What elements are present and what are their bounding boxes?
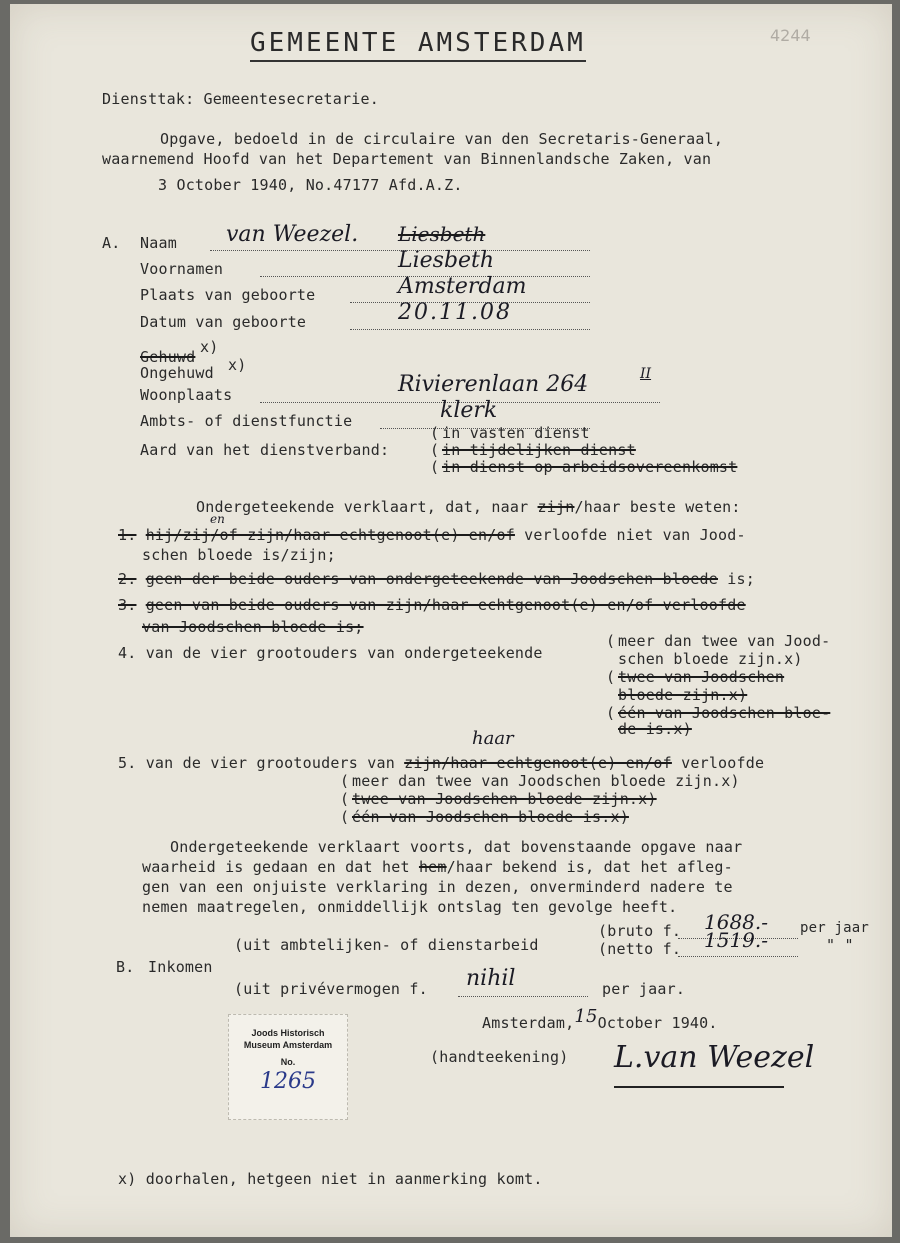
document-sheet: [10, 4, 892, 1237]
intro-line-3: 3 October 1940, No.47177 Afd.A.Z.: [158, 176, 463, 194]
document-title: GEMEENTE AMSTERDAM: [250, 28, 586, 62]
item-5-bracket-1: (: [340, 772, 350, 790]
voornamen-label: Voornamen: [140, 260, 224, 278]
inkomen-label: Inkomen: [148, 958, 213, 976]
prive-label: (uit privévermogen f.: [234, 980, 428, 998]
item-4-bracket-3: (: [606, 704, 616, 722]
dienstverband-option-1: in vasten dienst: [442, 424, 590, 442]
dienstverband-label: Aard van het dienstverband:: [140, 441, 390, 459]
item-1-insert: en: [210, 512, 225, 526]
bruto-value: 1688.-: [704, 910, 769, 934]
handwritten-signature: L.van Weezel: [614, 1040, 815, 1075]
woonplaats-value: Rivierenlaan 264: [398, 372, 589, 397]
netto-value: 1519.-: [704, 928, 769, 952]
item-5-option-2: twee van Joodschen bloede zijn.x): [352, 790, 657, 808]
closing-line-2: [142, 858, 733, 876]
dienstverband-bracket-2: (: [430, 441, 440, 459]
intro-line-2: waarnemend Hoofd van het Departement van Binnenlandsche Zaken, van: [102, 150, 712, 168]
geboorteplaats-value: Amsterdam: [398, 274, 527, 299]
geboorteplaats-label: Plaats van geboorte: [140, 286, 316, 304]
item-4-option-2b: bloede zijn.x): [618, 686, 748, 704]
naam-value: van Weezel.: [226, 222, 359, 247]
item-5-option-3: één van Joodschen bloede is.x): [352, 808, 629, 826]
geboortedatum-label: Datum van geboorte: [140, 313, 307, 331]
netto-dotted-line: [678, 956, 798, 957]
item-1-line-1-end: verloofde niet van Jood-: [514, 526, 746, 544]
item-5-option-1: meer dan twee van Joodschen bloede zijn.x): [352, 772, 740, 790]
museum-stamp: [228, 1014, 348, 1120]
dienstvak-line: Diensttak: Gemeentesecretarie.: [102, 90, 379, 108]
gehuwd-footnote-mark: x): [200, 338, 219, 356]
item-4-bracket-2: (: [606, 668, 616, 686]
closing-line-4: nemen maatregelen, onmiddellijk ontslag ten gevolge heeft.: [142, 898, 678, 916]
netto-unit: " ": [826, 936, 854, 954]
bruto-label: (bruto f.: [598, 922, 682, 940]
signature-label: (handteekening): [430, 1048, 569, 1066]
item-5-pre: van de vier grootouders van: [145, 754, 405, 772]
voornamen-value: Liesbeth: [398, 248, 495, 273]
section-b-marker: B.: [116, 958, 135, 976]
item-5-insert: haar: [472, 728, 514, 749]
item-2: [118, 570, 755, 588]
inkomen-dienst-label: (uit ambtelijken- of dienstarbeid: [234, 936, 539, 954]
item-4-text: van de vier grootouders van ondergeteekende: [145, 644, 543, 662]
stamp-number: 1265: [260, 1069, 316, 1094]
item-4-option-1b: schen bloede zijn.x): [618, 650, 803, 668]
woonplaats-label: Woonplaats: [140, 386, 233, 404]
dienstverband-option-3: in dienst op arbeidsovereenkomst: [442, 458, 738, 476]
date-day: 15: [574, 1006, 598, 1027]
item-2-number: 2.: [118, 570, 137, 588]
closing-line-2-pre: waarheid is gedaan en dat het: [142, 858, 419, 876]
item-4-bracket-1: (: [606, 632, 616, 650]
item-4-option-2a: twee van Joodschen: [618, 668, 785, 686]
item-5: [118, 754, 764, 772]
item-5-struck-a: zijn: [404, 754, 442, 772]
intro-line-1: Opgave, bedoeld in de circulaire van den Secretaris-Generaal,: [160, 130, 724, 148]
declaration-intro-struck: zijn: [537, 498, 575, 516]
item-3-line-2: van Joodschen bloede is;: [142, 618, 364, 636]
netto-label: (netto f.: [598, 940, 682, 958]
closing-line-2-struck: hem: [418, 858, 447, 876]
woonplaats-floor: II: [640, 366, 652, 382]
geboortedatum-dotted-line: [350, 329, 590, 330]
closing-line-1: Ondergeteekende verklaart voorts, dat bovenstaande opgave naar: [170, 838, 743, 856]
item-1-struck-subject: hij/zij: [145, 526, 211, 544]
item-1-struck-rest: /of zijn/haar echtgenoot(e) en/of: [210, 526, 515, 544]
item-5-bracket-3: (: [340, 808, 350, 826]
item-3-line-1: [118, 596, 746, 614]
item-5-struck-b: /haar echtgenoot(e) en/of: [441, 754, 672, 772]
prive-unit: per jaar.: [602, 980, 686, 998]
item-1-line-1: [118, 526, 746, 544]
naam-label: Naam: [140, 234, 177, 252]
section-a-marker: A.: [102, 234, 121, 252]
item-3-text: geen van beide ouders van zijn/haar echtgenoot(e) en/of verloofde: [145, 596, 746, 614]
declaration-intro-post: /haar beste weten:: [574, 498, 741, 516]
closing-line-2-post: /haar bekend is, dat het afleg-: [446, 858, 733, 876]
ongehuwd-label: Ongehuwd: [140, 364, 214, 382]
item-4-option-3a: één van Joodschen bloe-: [618, 704, 831, 722]
declaration-intro-pre: Ondergeteekende verklaart, dat, naar: [196, 498, 538, 516]
item-3-number: 3.: [118, 596, 137, 614]
place-label: Amsterdam,: [482, 1014, 575, 1032]
date-rest: October 1940.: [597, 1014, 718, 1032]
item-2-text: geen der beide ouders van ondergeteekende van Joodschen bloede: [145, 570, 719, 588]
functie-label: Ambts- of dienstfunctie: [140, 412, 353, 430]
bruto-unit: per jaar: [800, 920, 870, 936]
dienstverband-option-2: in tijdelijken dienst: [442, 441, 636, 459]
item-4: [118, 644, 543, 662]
item-4-option-3b: de is.x): [618, 720, 692, 738]
prive-dotted-line: [458, 996, 588, 997]
stamp-no-label: No.: [280, 1057, 296, 1067]
item-2-end: is;: [718, 570, 755, 588]
footnote: x) doorhalen, hetgeen niet in aanmerking komt.: [118, 1170, 543, 1188]
functie-value: klerk: [440, 398, 498, 423]
signature-underline: [614, 1086, 784, 1088]
declaration-intro: [196, 498, 741, 516]
item-4-number: 4.: [118, 644, 137, 662]
dienstverband-bracket-1: (: [430, 424, 440, 442]
stamp-line-2: Museum Amsterdam: [243, 1040, 333, 1050]
item-4-option-1a: meer dan twee van Jood-: [618, 632, 831, 650]
place-date: [482, 1006, 718, 1033]
item-5-bracket-2: (: [340, 790, 350, 808]
stamp-line-1: Joods Historisch: [251, 1028, 325, 1038]
closing-line-3: gen van een onjuiste verklaring in dezen, onverminderd nadere te: [142, 878, 733, 896]
dienstverband-bracket-3: (: [430, 458, 440, 476]
prive-value: nihil: [466, 966, 516, 991]
pencil-archive-number: 4244: [770, 26, 811, 45]
item-5-end: verloofde: [671, 754, 765, 772]
gehuwd-label: Gehuwd: [140, 348, 196, 366]
geboortedatum-value: 20.11.08: [398, 300, 512, 325]
ongehuwd-footnote-mark: x): [228, 356, 247, 374]
item-1-number: 1.: [118, 526, 137, 544]
item-1-line-2: schen bloede is/zijn;: [142, 546, 336, 564]
item-5-number: 5.: [118, 754, 137, 772]
naam-struck-value: Liesbeth: [398, 222, 486, 246]
